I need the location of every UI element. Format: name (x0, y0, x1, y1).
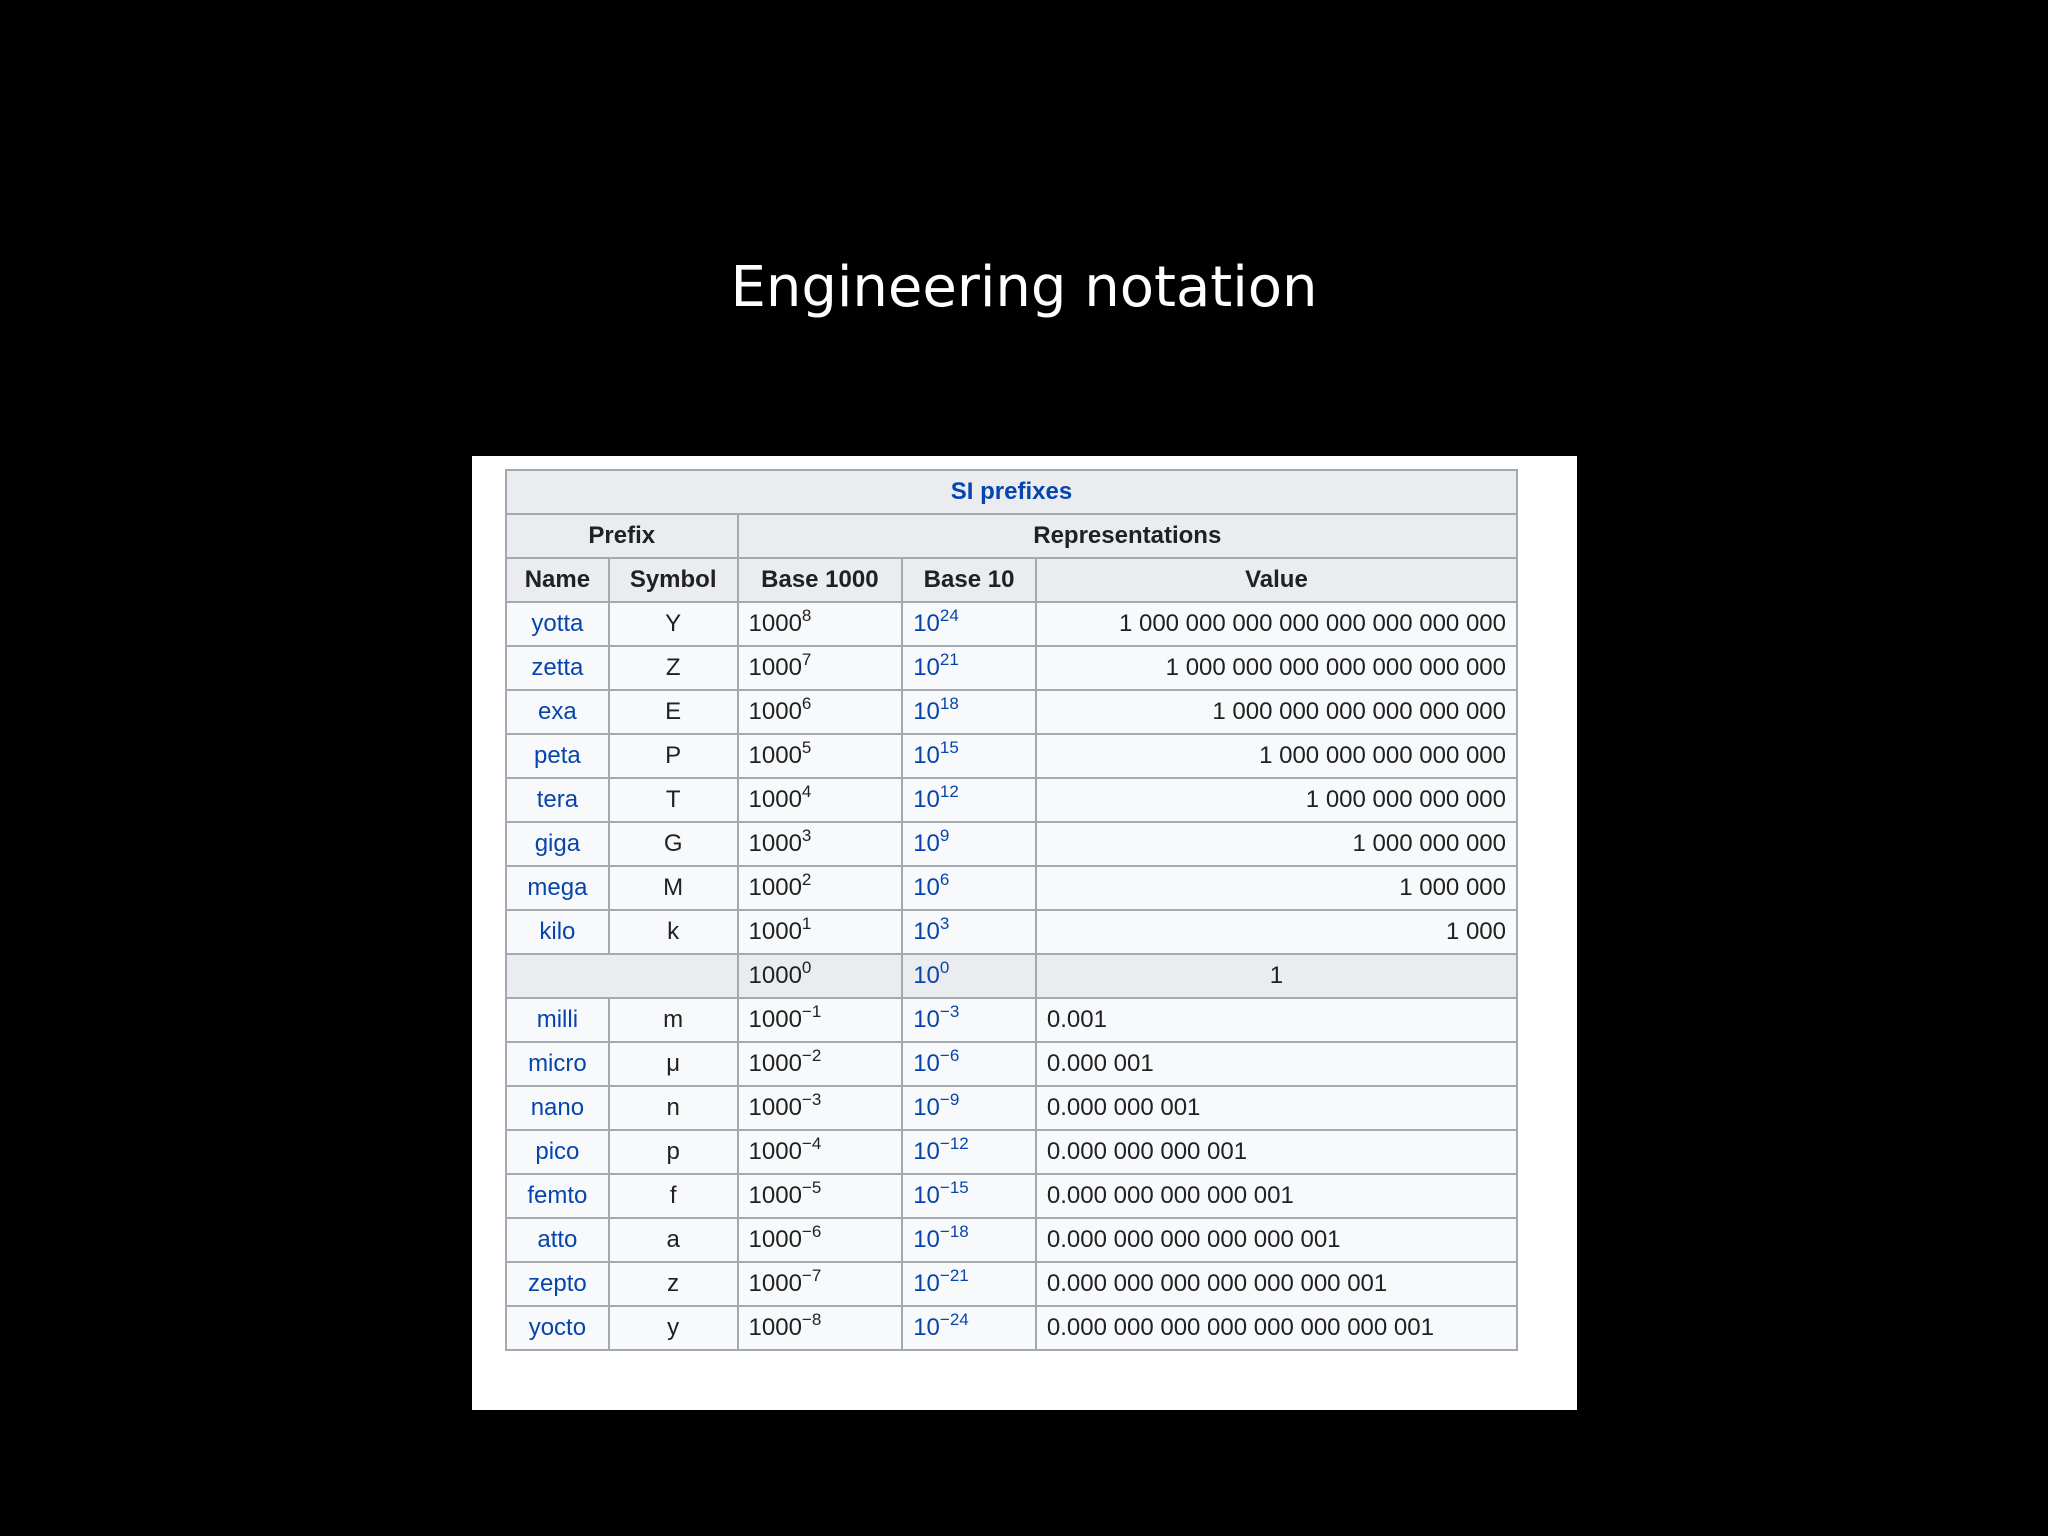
base1000-cell (738, 1174, 903, 1218)
name-column-header: Name (506, 558, 609, 602)
representations-group-header: Representations (738, 514, 1517, 558)
base1000-exponent: 2 (801, 870, 812, 889)
base1000-exponent: −8 (801, 1310, 822, 1329)
base1000-exponent: −7 (801, 1266, 822, 1285)
base1000-exponent: 7 (801, 650, 812, 669)
base10-exponent: −12 (939, 1134, 969, 1153)
prefix-symbol: z (609, 1262, 738, 1306)
base10-exponent: 3 (939, 914, 950, 933)
table-row (506, 866, 1517, 910)
base1000-cell (738, 1042, 903, 1086)
value-cell: 0.000 000 000 000 000 000 000 001 (1036, 1306, 1517, 1350)
value-cell: 0.000 000 001 (1036, 1086, 1517, 1130)
base1000-cell (738, 1218, 903, 1262)
base1000-mantissa: 1000 (748, 874, 802, 901)
base10-link[interactable] (902, 822, 1036, 866)
base10-link[interactable] (902, 646, 1036, 690)
prefix-symbol: Y (609, 602, 738, 646)
base1000-mantissa: 1000 (748, 918, 802, 945)
value-cell: 1 000 000 000 (1036, 822, 1517, 866)
prefix-name-link[interactable]: kilo (506, 910, 609, 954)
base10-mantissa: 10 (913, 962, 940, 989)
base1000-mantissa: 1000 (748, 830, 802, 857)
base1000-cell (738, 1306, 903, 1350)
base10-mantissa: 10 (913, 1182, 940, 1209)
group-header-row (506, 514, 1517, 558)
base10-link[interactable] (902, 1306, 1036, 1350)
base10-column-header: Base 10 (902, 558, 1036, 602)
column-header-row (506, 558, 1517, 602)
table-row (506, 998, 1517, 1042)
prefix-name-link[interactable]: micro (506, 1042, 609, 1086)
prefix-group-header: Prefix (506, 514, 738, 558)
table-caption[interactable]: SI prefixes (506, 470, 1517, 514)
base10-exponent: 0 (939, 958, 950, 977)
table-row (506, 1042, 1517, 1086)
table-row (506, 1130, 1517, 1174)
value-column-header: Value (1036, 558, 1517, 602)
base1000-mantissa: 1000 (748, 962, 802, 989)
base10-mantissa: 10 (913, 1226, 940, 1253)
value-cell: 1 000 000 (1036, 866, 1517, 910)
prefix-symbol: P (609, 734, 738, 778)
prefix-name-link[interactable]: milli (506, 998, 609, 1042)
symbol-column-header: Symbol (609, 558, 738, 602)
base1000-cell (738, 734, 903, 778)
value-cell: 1 000 000 000 000 000 000 000 (1036, 646, 1517, 690)
base10-mantissa: 10 (913, 918, 940, 945)
value-cell: 0.001 (1036, 998, 1517, 1042)
base1000-column-header: Base 1000 (738, 558, 903, 602)
prefix-symbol: n (609, 1086, 738, 1130)
prefix-name-link[interactable]: mega (506, 866, 609, 910)
prefix-symbol: m (609, 998, 738, 1042)
value-cell: 0.000 000 000 000 001 (1036, 1174, 1517, 1218)
base10-link[interactable] (902, 1262, 1036, 1306)
base1000-cell (738, 910, 903, 954)
base10-mantissa: 10 (913, 1138, 940, 1165)
base10-exponent: −21 (939, 1266, 969, 1285)
base1000-cell (738, 1086, 903, 1130)
base1000-cell (738, 998, 903, 1042)
prefix-symbol: p (609, 1130, 738, 1174)
base1000-exponent: −4 (801, 1134, 822, 1153)
table-row (506, 910, 1517, 954)
base10-link[interactable] (902, 734, 1036, 778)
prefix-name-link[interactable]: zepto (506, 1262, 609, 1306)
base1000-cell (738, 1262, 903, 1306)
base10-mantissa: 10 (913, 830, 940, 857)
value-cell: 1 000 (1036, 910, 1517, 954)
prefix-name-link[interactable]: pico (506, 1130, 609, 1174)
value-cell: 1 000 000 000 000 000 000 (1036, 690, 1517, 734)
base10-mantissa: 10 (913, 874, 940, 901)
base1000-cell (738, 690, 903, 734)
base10-mantissa: 10 (913, 698, 940, 725)
base10-link[interactable] (902, 866, 1036, 910)
table-row (506, 1218, 1517, 1262)
base10-mantissa: 10 (913, 1050, 940, 1077)
prefix-name-link[interactable]: zetta (506, 646, 609, 690)
base1000-exponent: 5 (801, 738, 812, 757)
base10-exponent: −9 (939, 1090, 960, 1109)
base1000-exponent: 1 (801, 914, 812, 933)
base10-link[interactable] (902, 602, 1036, 646)
base1000-exponent: 4 (801, 782, 812, 801)
table-row (506, 778, 1517, 822)
base10-link[interactable] (902, 1130, 1036, 1174)
base1000-cell (738, 602, 903, 646)
base1000-mantissa: 1000 (748, 610, 802, 637)
base1000-exponent: −5 (801, 1178, 822, 1197)
base10-link[interactable] (902, 1086, 1036, 1130)
base10-mantissa: 10 (913, 1006, 940, 1033)
si-prefixes-table (505, 469, 1518, 1351)
prefix-name-link[interactable]: nano (506, 1086, 609, 1130)
table-row (506, 954, 1517, 998)
base1000-cell (738, 1130, 903, 1174)
base1000-mantissa: 1000 (748, 1314, 802, 1341)
value-cell: 1 000 000 000 000 000 (1036, 734, 1517, 778)
base10-mantissa: 10 (913, 1094, 940, 1121)
base10-link[interactable] (902, 1174, 1036, 1218)
base10-mantissa: 10 (913, 1270, 940, 1297)
table-body (506, 602, 1517, 1350)
base10-exponent: −18 (939, 1222, 969, 1241)
table-row (506, 1086, 1517, 1130)
base1000-cell (738, 778, 903, 822)
base10-mantissa: 10 (913, 786, 940, 813)
base10-link[interactable] (902, 910, 1036, 954)
table-row (506, 1306, 1517, 1350)
value-cell: 0.000 001 (1036, 1042, 1517, 1086)
table-row (506, 1174, 1517, 1218)
base10-mantissa: 10 (913, 1314, 940, 1341)
prefix-name-link[interactable]: peta (506, 734, 609, 778)
prefix-symbol: G (609, 822, 738, 866)
prefix-symbol: M (609, 866, 738, 910)
base10-link[interactable] (902, 778, 1036, 822)
base1000-cell (738, 822, 903, 866)
prefix-symbol: f (609, 1174, 738, 1218)
base1000-mantissa: 1000 (748, 742, 802, 769)
base1000-exponent: −6 (801, 1222, 822, 1241)
base10-exponent: 24 (939, 606, 959, 625)
prefix-symbol: Z (609, 646, 738, 690)
value-cell: 1 000 000 000 000 000 000 000 000 (1036, 602, 1517, 646)
base1000-mantissa: 1000 (748, 786, 802, 813)
table-row (506, 602, 1517, 646)
base10-exponent: 21 (939, 650, 959, 669)
base1000-mantissa: 1000 (748, 1138, 802, 1165)
prefix-name-link[interactable]: tera (506, 778, 609, 822)
base1000-exponent: −2 (801, 1046, 822, 1065)
base1000-cell (738, 954, 903, 998)
table-image-frame (472, 456, 1577, 1410)
base1000-exponent: 6 (801, 694, 812, 713)
base10-mantissa: 10 (913, 610, 940, 637)
base1000-exponent: −1 (801, 1002, 822, 1021)
base1000-mantissa: 1000 (748, 698, 802, 725)
base10-mantissa: 10 (913, 654, 940, 681)
base10-mantissa: 10 (913, 742, 940, 769)
base10-link[interactable] (902, 1042, 1036, 1086)
base10-exponent: 18 (939, 694, 959, 713)
base1000-exponent: −3 (801, 1090, 822, 1109)
table-caption-row (506, 470, 1517, 514)
base10-exponent: −6 (939, 1046, 960, 1065)
table-row (506, 822, 1517, 866)
base1000-cell (738, 646, 903, 690)
base1000-exponent: 0 (801, 958, 812, 977)
base1000-exponent: 3 (801, 826, 812, 845)
value-cell: 0.000 000 000 000 000 001 (1036, 1218, 1517, 1262)
value-cell: 0.000 000 000 000 000 000 001 (1036, 1262, 1517, 1306)
value-cell: 1 000 000 000 000 (1036, 778, 1517, 822)
base10-exponent: −24 (939, 1310, 969, 1329)
prefix-name-link[interactable]: femto (506, 1174, 609, 1218)
prefix-name-link[interactable]: yotta (506, 602, 609, 646)
base1000-mantissa: 1000 (748, 1182, 802, 1209)
base10-link[interactable] (902, 690, 1036, 734)
base10-exponent: 15 (939, 738, 959, 757)
prefix-name-link[interactable]: yocto (506, 1306, 609, 1350)
table-row (506, 734, 1517, 778)
base1000-exponent: 8 (801, 606, 812, 625)
prefix-name-link[interactable]: exa (506, 690, 609, 734)
base1000-mantissa: 1000 (748, 1006, 802, 1033)
prefix-symbol: μ (609, 1042, 738, 1086)
base10-link[interactable] (902, 1218, 1036, 1262)
prefix-symbol: T (609, 778, 738, 822)
base10-link[interactable] (902, 954, 1036, 998)
base1000-mantissa: 1000 (748, 1270, 802, 1297)
base1000-cell (738, 866, 903, 910)
value-cell: 1 (1036, 954, 1517, 998)
base10-exponent: −15 (939, 1178, 969, 1197)
table-row (506, 646, 1517, 690)
table-row (506, 1262, 1517, 1306)
base10-exponent: 6 (939, 870, 950, 889)
empty-prefix-cell (506, 954, 738, 998)
prefix-name-link[interactable]: giga (506, 822, 609, 866)
prefix-symbol: a (609, 1218, 738, 1262)
prefix-symbol: E (609, 690, 738, 734)
base10-exponent: 9 (939, 826, 950, 845)
base1000-mantissa: 1000 (748, 1050, 802, 1077)
base1000-mantissa: 1000 (748, 1094, 802, 1121)
prefix-symbol: y (609, 1306, 738, 1350)
base10-exponent: −3 (939, 1002, 960, 1021)
base1000-mantissa: 1000 (748, 1226, 802, 1253)
table-row (506, 690, 1517, 734)
base1000-mantissa: 1000 (748, 654, 802, 681)
slide-title: Engineering notation (730, 255, 1318, 320)
base10-exponent: 12 (939, 782, 959, 801)
prefix-name-link[interactable]: atto (506, 1218, 609, 1262)
base10-link[interactable] (902, 998, 1036, 1042)
value-cell: 0.000 000 000 001 (1036, 1130, 1517, 1174)
prefix-symbol: k (609, 910, 738, 954)
